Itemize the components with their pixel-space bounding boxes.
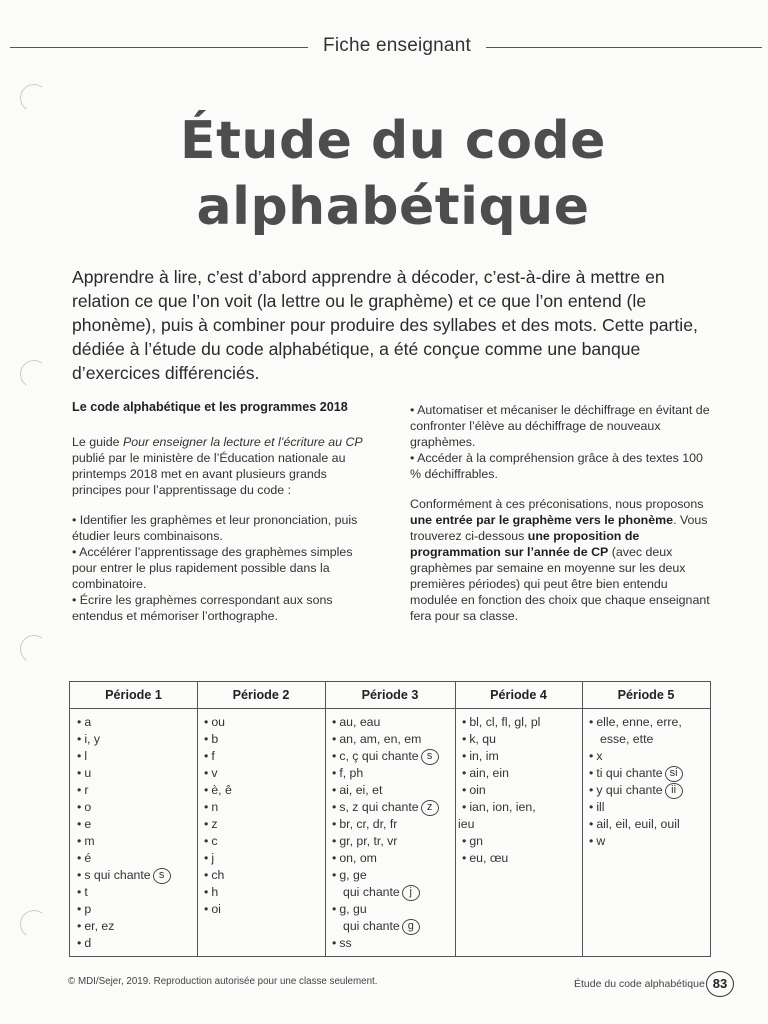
programme-text: Conformément à ces préconisations, nous proposons — [410, 497, 704, 511]
programme-text: . Vous trouverez ci-dessous — [410, 513, 708, 543]
sound-bubble: g — [402, 919, 420, 935]
programme-emphasis: une proposition de programmation sur l’année de CP — [410, 529, 640, 559]
grapheme-item: • in, im — [462, 749, 499, 763]
grapheme-item: • u — [77, 766, 92, 780]
grapheme-item: • l — [77, 749, 88, 763]
period-column — [582, 682, 710, 956]
grapheme-item: • é — [77, 851, 92, 865]
grapheme-item: • y qui chante ii — [589, 782, 710, 799]
principle-bullet: • Accélérer l’apprentissage des graphèmes simples pour entrer le plus rapidement possible dans la combinatoire. — [72, 545, 353, 591]
grapheme-item: • eu, œu — [462, 851, 509, 865]
grapheme-item: • oi — [204, 902, 221, 916]
page-number: 83 — [706, 971, 734, 997]
copyright-notice: © MDI/Sejer, 2019. Reproduction autorisée pour une classe seulement. — [68, 976, 378, 987]
grapheme-item-continued: qui chante j — [332, 884, 455, 901]
period-column — [455, 682, 583, 956]
period-heading: Période 4 — [455, 682, 582, 709]
guide-text-start: Le guide — [72, 435, 123, 449]
grapheme-item: • t — [77, 885, 88, 899]
binder-hole — [18, 358, 50, 390]
sound-bubble: si — [665, 766, 683, 782]
guide-paragraph — [72, 434, 377, 498]
grapheme-item-continued: ieu — [458, 817, 475, 831]
header-rule-right — [486, 47, 762, 48]
grapheme-item: • h — [204, 885, 219, 899]
programme-text: (avec deux graphèmes par semaine en moyenne sur les deux premières périodes) qui peut être bien entendu modulée en fonction des choix que chaque enseignant fera pour sa classe. — [410, 545, 710, 623]
principle-bullet: • Identifier les graphèmes et leur prononciation, puis étudier leurs combinaisons. — [72, 513, 358, 543]
grapheme-item: • ail, eil, euil, ouil — [589, 817, 680, 831]
guide-title: Pour enseigner la lecture et l’écriture au CP — [122, 435, 363, 449]
grapheme-item: • elle, enne, erre, — [589, 715, 682, 729]
page-title-line-1: Étude du code — [180, 111, 606, 171]
grapheme-item: • è, ê — [204, 783, 232, 797]
sound-bubble: ii — [665, 783, 683, 799]
grapheme-item: • w — [589, 834, 606, 848]
header-label: Fiche enseignant — [323, 35, 471, 56]
period-heading: Période 5 — [582, 682, 710, 709]
grapheme-item: • ai, ei, et — [332, 783, 383, 797]
period-heading: Période 3 — [325, 682, 455, 709]
period-column — [70, 682, 198, 956]
grapheme-item: • c — [204, 834, 218, 848]
grapheme-item: • g, ge — [332, 868, 367, 882]
grapheme-item: • i, y — [77, 732, 101, 746]
grapheme-item: • on, om — [332, 851, 377, 865]
grapheme-item: • s, z qui chante z — [332, 799, 455, 816]
page-title-line-2: alphabétique — [196, 177, 590, 237]
grapheme-item: • ill — [589, 800, 605, 814]
grapheme-item: • au, eau — [332, 715, 381, 729]
grapheme-item: • ch — [204, 868, 225, 882]
grapheme-item: • g, gu — [332, 902, 367, 916]
sound-bubble: s — [421, 749, 439, 765]
binder-hole — [18, 633, 50, 665]
grapheme-item: • ti qui chante si — [589, 765, 710, 782]
grapheme-item: • br, cr, dr, fr — [332, 817, 398, 831]
page-title — [0, 108, 768, 240]
grapheme-item-continued: esse, ette — [600, 732, 654, 746]
principle-bullet: • Écrire les graphèmes correspondant aux sons entendus et mémoriser l’orthographe. — [72, 593, 333, 623]
programme-emphasis: une entrée par le graphème vers le phonème — [410, 513, 674, 527]
grapheme-item: • d — [77, 936, 92, 950]
programme-paragraph — [410, 496, 716, 624]
period-column — [197, 682, 326, 956]
sound-bubble: z — [421, 800, 439, 816]
period-heading: Période 1 — [70, 682, 197, 709]
grapheme-item: • b — [204, 732, 219, 746]
grapheme-item: • bl, cl, fl, gl, pl — [462, 715, 541, 729]
left-column — [72, 399, 377, 624]
grapheme-item: • m — [77, 834, 95, 848]
grapheme-item: • r — [77, 783, 89, 797]
grapheme-item: • z — [204, 817, 218, 831]
principle-bullet: • Accéder à la compréhension grâce à des textes 100 % déchiffrables. — [410, 451, 703, 481]
grapheme-item: • gn — [462, 834, 483, 848]
footer-section-title: Étude du code alphabétique — [574, 978, 705, 990]
sound-bubble: s — [153, 868, 171, 884]
period-column — [325, 682, 456, 956]
grapheme-item: • k, qu — [462, 732, 496, 746]
intro-paragraph: Apprendre à lire, c’est d’abord apprendre à décoder, c’est-à-dire à mettre en relation ce que l’on voit (la lettre ou le graphème) et ce que l’on entend (le phonème), puis à combiner pour produire des syllabes et des mots. Cette partie, dédiée à l’étude du code alphabétique, a été conçue comme une banque d’exercices différenciés. — [72, 267, 698, 383]
grapheme-item: • j — [204, 851, 215, 865]
header-rule-left — [10, 47, 308, 48]
section-heading: Le code alphabétique et les programmes 2018 — [72, 400, 348, 414]
grapheme-item: • ss — [332, 936, 352, 950]
grapheme-item: • s qui chante s — [77, 867, 197, 884]
grapheme-item: • oin — [462, 783, 486, 797]
grapheme-item: • ou — [204, 715, 225, 729]
grapheme-item: • f, ph — [332, 766, 364, 780]
period-heading: Période 2 — [197, 682, 325, 709]
principle-bullet: • Automatiser et mécaniser le déchiffrage en évitant de confronter l’élève au déchiffrage de nouveaux graphèmes. — [410, 403, 710, 449]
grapheme-item: • f — [204, 749, 215, 763]
grapheme-item: • ain, ein — [462, 766, 509, 780]
grapheme-item: • e — [77, 817, 92, 831]
grapheme-item: • x — [589, 749, 603, 763]
guide-text-end: publié par le ministère de l’Éducation nationale au printemps 2018 met en avant plusieurs grands principes pour l’apprentissage du code : — [72, 451, 346, 497]
grapheme-item-continued: qui chante g — [332, 918, 455, 935]
grapheme-item: • a — [77, 715, 92, 729]
grapheme-item: • gr, pr, tr, vr — [332, 834, 398, 848]
grapheme-item: • c, ç qui chante s — [332, 748, 455, 765]
right-column — [410, 402, 716, 624]
binder-hole — [18, 908, 50, 940]
grapheme-item: • er, ez — [77, 919, 115, 933]
grapheme-item: • p — [77, 902, 92, 916]
schedule-table — [69, 681, 711, 957]
grapheme-item: • n — [204, 800, 219, 814]
grapheme-item: • v — [204, 766, 218, 780]
grapheme-item: • an, am, en, em — [332, 732, 422, 746]
grapheme-item: • ian, ion, ien, — [462, 800, 536, 814]
sound-bubble: j — [402, 885, 420, 901]
grapheme-item: • o — [77, 800, 92, 814]
